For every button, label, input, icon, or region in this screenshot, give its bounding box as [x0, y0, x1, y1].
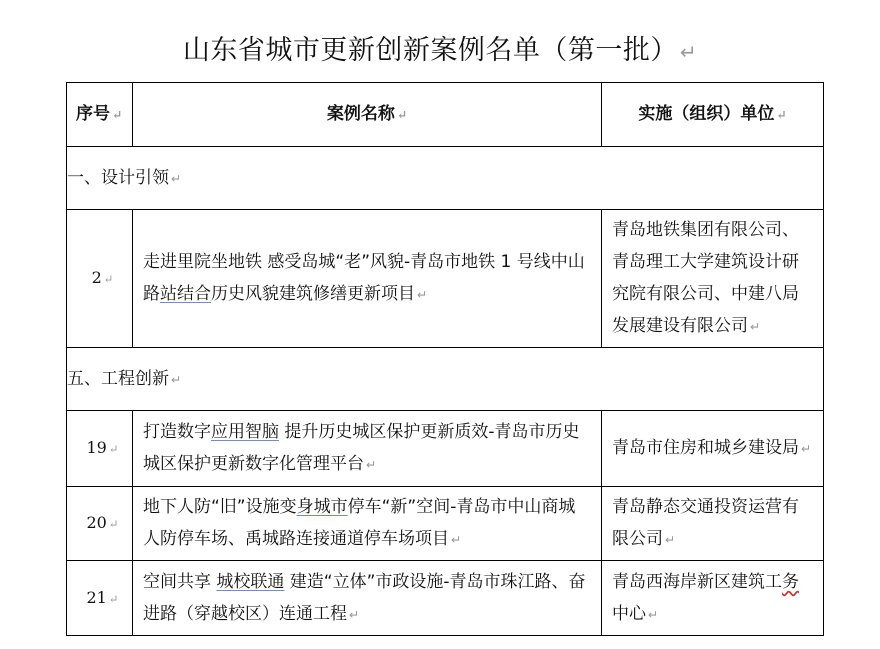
section-row-design [67, 147, 824, 210]
org-cell [602, 561, 824, 636]
table-row [67, 487, 824, 561]
paragraph-mark-icon: ↵ [750, 320, 761, 334]
case-name-text: 提升历史城区保护更新质效-青岛市历史城区保护更新数字化管理平台 [143, 422, 580, 474]
case-name-underlined-text: 身城市 [296, 497, 348, 517]
table-row [67, 561, 824, 636]
case-name-underlined-text: 应用智脑 [211, 422, 279, 442]
case-name-text: 打造数字 [143, 422, 211, 442]
header-cell-name [133, 83, 602, 147]
paragraph-mark-icon: ↵ [366, 458, 377, 472]
paragraph-mark-icon: ↵ [679, 40, 698, 64]
org-cell [602, 487, 824, 561]
row-number: 2 [91, 268, 102, 287]
paragraph-mark-icon: ↵ [776, 108, 787, 122]
row-number: 20 [86, 513, 107, 532]
case-name-cell [133, 210, 602, 348]
case-name-underlined-text: 站结合 [160, 284, 211, 304]
paragraph-mark-icon: ↵ [417, 288, 428, 302]
section-heading [67, 348, 824, 411]
case-name-underlined-text: 城校联通 [216, 571, 285, 592]
row-number-cell [67, 487, 133, 561]
row-number-cell [67, 210, 133, 348]
section-heading [67, 147, 824, 210]
paragraph-mark-icon: ↵ [171, 372, 182, 387]
section-label: 五、工程创新 [67, 368, 169, 389]
header-cell-no [67, 83, 133, 147]
org-cell [602, 210, 824, 348]
title-text: 山东省城市更新创新案例名单（第一批） [182, 35, 678, 66]
paragraph-mark-icon: ↵ [108, 517, 119, 531]
row-number-cell [67, 561, 133, 636]
paragraph-mark-icon: ↵ [112, 108, 123, 122]
header-org-label: 实施（组织）单位 [638, 104, 775, 124]
paragraph-mark-icon: ↵ [349, 607, 360, 622]
paragraph-mark-icon: ↵ [171, 171, 182, 186]
case-name-text: 历史风貌建筑修缮更新项目 [211, 284, 415, 304]
header-name-label: 案例名称 [326, 104, 395, 124]
paragraph-mark-icon: ↵ [665, 533, 676, 547]
case-name-text: 走进里院坐地铁 感受岛城“老”风貌-青岛市地铁 1 号线中山路 [143, 252, 585, 304]
org-text: 青岛市住房和城乡建设局 [612, 438, 799, 458]
table-row [67, 210, 824, 348]
org-text: 中心 [612, 603, 646, 624]
case-name-text: 停车“新”空间-青岛市中山商城人防停车场、禹城路连接通道停车场项目 [143, 497, 576, 549]
paragraph-mark-icon: ↵ [108, 442, 119, 456]
spellcheck-flagged-text: 务 [782, 571, 799, 592]
row-number: 19 [86, 438, 107, 457]
case-name-text: 建造“立体”市政设施-青岛市珠江路、奋进路（穿越校区）连通工程 [143, 571, 586, 624]
paragraph-mark-icon: ↵ [801, 442, 812, 456]
case-name-cell [133, 561, 602, 636]
document-title [0, 28, 880, 67]
case-name-cell [133, 411, 602, 487]
case-name-text: 空间共享 [143, 571, 217, 592]
org-text: 青岛地铁集团有限公司、青岛理工大学建筑设计研究院有限公司、中建八局发展建设有限公司 [612, 220, 799, 336]
case-name-text: 地下人防“旧”设施变 [143, 497, 297, 517]
section-label: 一、设计引领 [67, 167, 169, 188]
org-cell [602, 411, 824, 487]
table-row [67, 411, 824, 487]
org-text: 青岛西海岸新区建筑工 [612, 571, 782, 592]
header-cell-org [602, 83, 824, 147]
paragraph-mark-icon: ↵ [648, 607, 659, 622]
table-header-row [67, 83, 824, 147]
paragraph-mark-icon: ↵ [103, 272, 114, 286]
case-name-cell [133, 487, 602, 561]
row-number: 21 [86, 587, 107, 607]
org-text: 青岛静态交通投资运营有限公司 [612, 497, 799, 549]
header-no-label: 序号 [76, 104, 110, 124]
paragraph-mark-icon: ↵ [396, 108, 408, 122]
section-row-engineering [67, 348, 824, 411]
paragraph-mark-icon: ↵ [108, 591, 119, 606]
row-number-cell [67, 411, 133, 487]
case-list-table [66, 82, 824, 636]
paragraph-mark-icon: ↵ [451, 533, 462, 547]
